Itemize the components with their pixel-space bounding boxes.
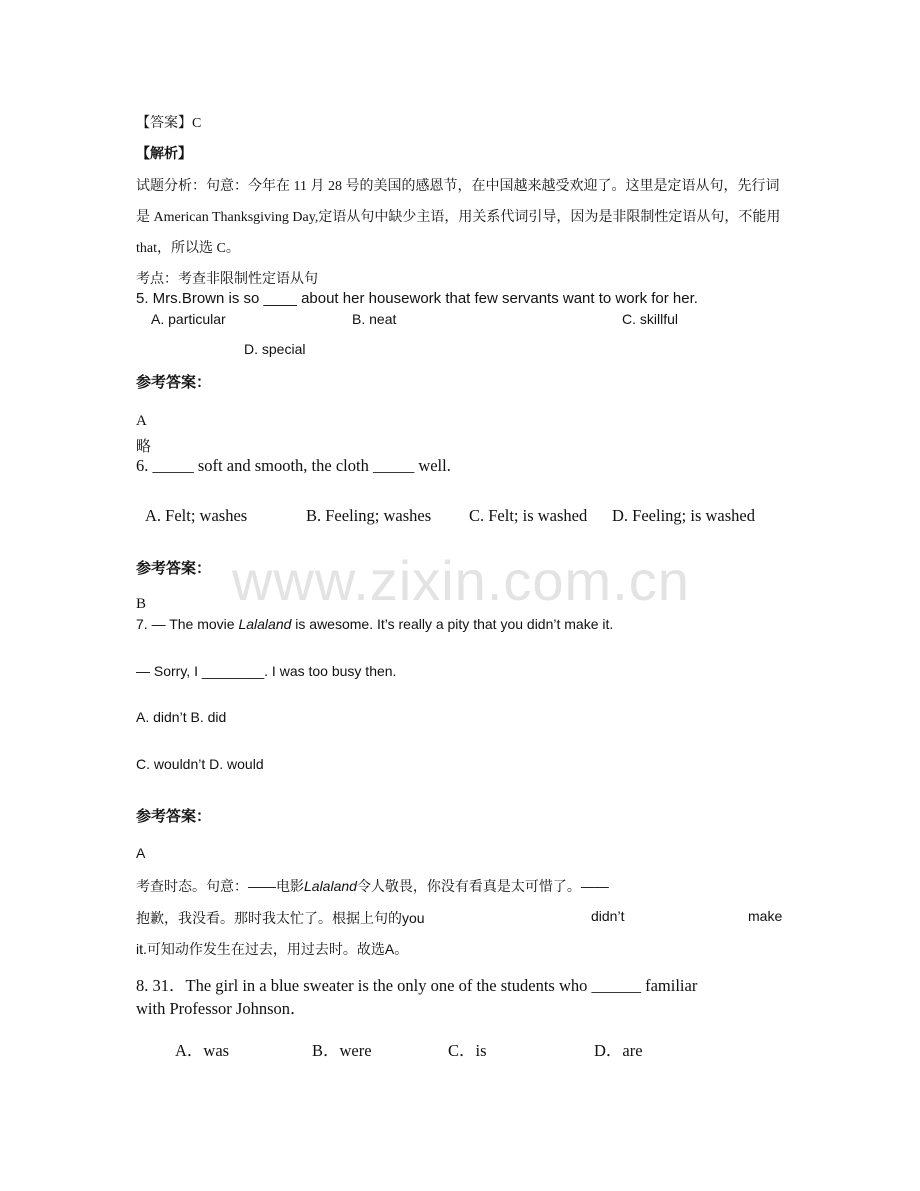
q7-explanation-line-2a: 抱歉，我没看。那时我太忙了。根据上句的you [136,910,425,926]
q7-explanation-line-2b: didn’t [591,908,625,924]
q6-option-a: A. Felt; washes [145,506,248,525]
q6-ref-answer-label: 参考答案： [136,560,212,577]
q7-stem: 7. — The movie Lalaland is awesome. It’s really a pity that you didn’t make it. [136,616,614,632]
q8-option-b: B．were [312,1041,372,1060]
q5-note: 略 [136,439,152,455]
q6-option-c: C. Felt; is washed [469,506,588,525]
q7-ref-answer-label: 参考答案： [136,808,212,825]
q7-answer: A [136,845,146,861]
q8-option-d: D．are [594,1041,643,1060]
analysis-line-1: 试题分析：句意：今年在 11 月 28 号的美国的感恩节，在中国越来越受欢迎了。这里是定语从句，先行词 [136,179,780,194]
analysis-line-3: that，所以选 C。 [136,241,240,256]
q5-answer: A [136,413,147,429]
q8-stem-line-1: 8. 31．The girl in a blue sweater is the only one of the students who ______ familiar [136,976,698,995]
q5-ref-answer-label: 参考答案： [136,374,212,391]
exam-point: 考点：考查非限制性定语从句 [136,272,318,287]
watermark: www.zixin.com.cn [232,549,690,612]
q7-reply: — Sorry, I ________. I was too busy then. [136,663,397,679]
q7-options-cd: C. wouldn’t D. would [136,756,264,772]
q6-option-b: B. Feeling; washes [306,506,432,525]
q5-option-c: C. skillful [622,311,679,327]
q5-stem: 5. Mrs.Brown is so ____ about her housework that few servants want to work for her. [136,290,698,307]
q7-explanation-line-2c: make [748,908,783,924]
q6-answer: B [136,596,147,612]
q6-option-d: D. Feeling; is washed [612,506,755,525]
q7-explanation-line-3: it.可知动作发生在过去，用过去时。故选A。 [136,941,409,957]
q5-option-a: A. particular [151,311,226,327]
q6-stem: 6. _____ soft and smooth, the cloth _____ well. [136,456,451,475]
q7-options-ab: A. didn’t B. did [136,709,227,725]
analysis-label: 【解析】 [136,147,192,162]
q8-option-c: C．is [448,1041,487,1060]
q5-option-d: D. special [244,341,306,357]
q8-stem-line-2: with Professor Johnson． [136,999,307,1018]
q5-option-b: B. neat [352,311,397,327]
answer-line: 【答案】C [136,116,202,131]
analysis-line-2: 是 American Thanksgiving Day,定语从句中缺少主语，用关系代词引导，因为是非限制性定语从句，不能用 [136,210,781,225]
q7-explanation-line-1: 考查时态。句意：——电影Lalaland令人敬畏，你没有看真是太可惜了。—— [136,878,609,894]
q8-option-a: A．was [175,1041,230,1060]
